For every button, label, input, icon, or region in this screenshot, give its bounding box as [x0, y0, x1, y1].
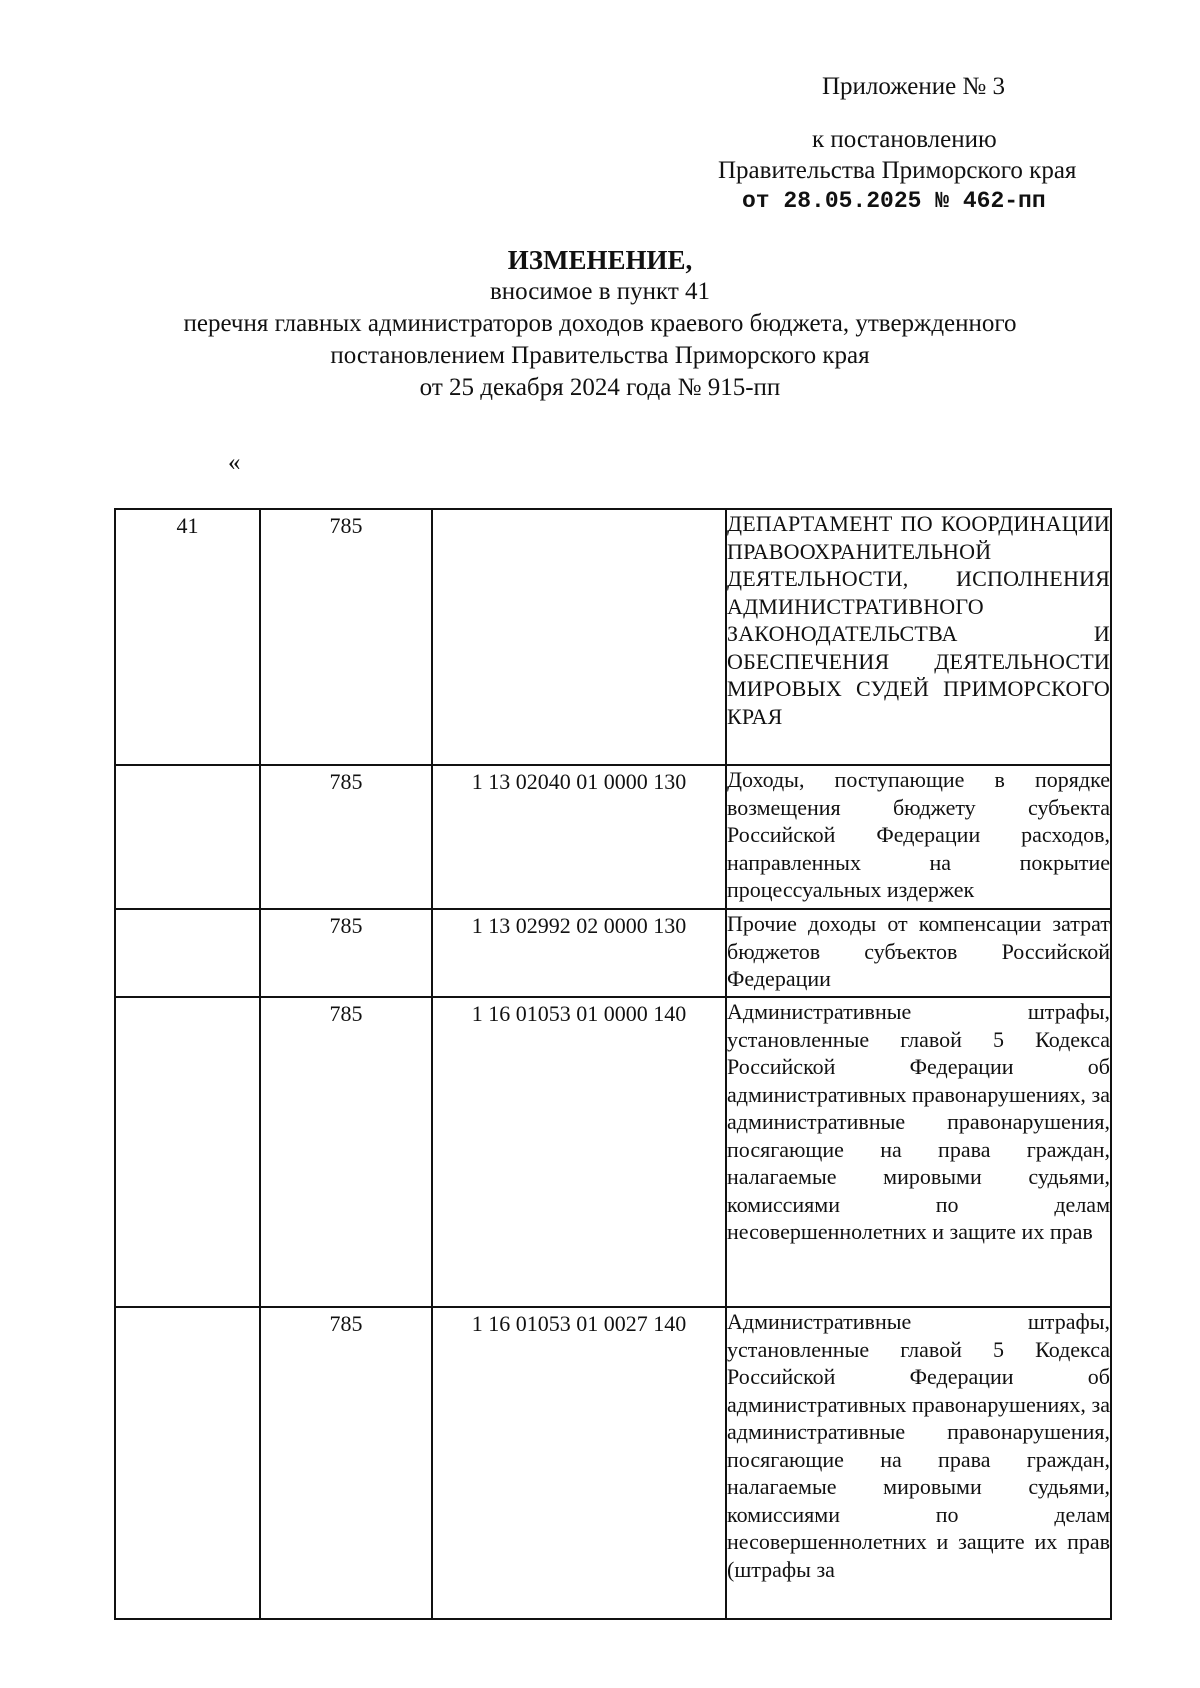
- description-text: Административные штрафы, установленные главой 5 Кодекса Российской Федерации об административных правонарушениях, за административные правонарушения, посягающие на права граждан, налагаемые мировыми судьями, комиссиями по делам несовершеннолетних и защите их прав (штрафы за: [727, 1309, 1110, 1582]
- description-cell: [726, 1307, 1111, 1619]
- document-title: [0, 244, 1200, 404]
- description-text: ДЕПАРТАМЕНТ ПО КООРДИНАЦИИ ПРАВООХРАНИТЕЛЬНОЙ ДЕЯТЕЛЬНОСТИ, ИСПОЛНЕНИЯ АДМИНИСТРАТИВНОГО ЗАКОНОДАТЕЛЬСТВА И ОБЕСПЕЧЕНИЯ ДЕЯТЕЛЬНОСТИ МИРОВЫХ СУДЕЙ ПРИМОРСКОГО КРАЯ: [727, 511, 1110, 729]
- admin-code-cell: 785: [260, 509, 432, 765]
- row-number-cell: [115, 1307, 260, 1619]
- to-decree-label: к постановлению: [812, 126, 997, 153]
- row-number-cell: 41: [115, 509, 260, 765]
- description-text: Административные штрафы, установленные главой 5 Кодекса Российской Федерации об административных правонарушениях, за административные правонарушения, посягающие на права граждан, налагаемые мировыми судьями, комиссиями по делам несовершеннолетних и защите их прав: [727, 999, 1110, 1244]
- row-number-cell: [115, 997, 260, 1307]
- row-number-cell: [115, 909, 260, 997]
- description-cell: [726, 765, 1111, 909]
- admin-code-cell: 785: [260, 909, 432, 997]
- table-row: [115, 997, 1111, 1307]
- table-row: [115, 765, 1111, 909]
- appendix-label: Приложение № 3: [822, 73, 1006, 100]
- description-text: Доходы, поступающие в порядке возмещения бюджету субъекта Российской Федерации расходов, направленных на покрытие процессуальных издержек: [727, 767, 1110, 902]
- description-cell: [726, 909, 1111, 997]
- table-row: [115, 909, 1111, 997]
- opening-quote: «: [228, 449, 241, 476]
- revenue-code-cell: [432, 509, 726, 765]
- description-cell: [726, 509, 1111, 765]
- description-cell: [726, 997, 1111, 1307]
- table-row: [115, 1307, 1111, 1619]
- title-line-3: постановлением Правительства Приморского края: [330, 342, 870, 369]
- revenue-code-cell: 1 16 01053 01 0000 140: [432, 997, 726, 1307]
- decree-number: от 28.05.2025 № 462-пп: [742, 188, 1046, 214]
- title-line-4: от 25 декабря 2024 года № 915-пп: [419, 374, 781, 401]
- admin-code-cell: 785: [260, 997, 432, 1307]
- title-line-1: вносимое в пункт 41: [489, 278, 711, 305]
- row-number-cell: [115, 765, 260, 909]
- revenue-code-cell: 1 16 01053 01 0027 140: [432, 1307, 726, 1619]
- admin-code-cell: 785: [260, 765, 432, 909]
- government-label: Правительства Приморского края: [718, 157, 1077, 184]
- revenue-administrators-table: [114, 508, 1112, 1620]
- table-row: [115, 509, 1111, 765]
- title-heading: ИЗМЕНЕНИЕ,: [507, 245, 693, 275]
- admin-code-cell: 785: [260, 1307, 432, 1619]
- description-text: Прочие доходы от компенсации затрат бюджетов субъектов Российской Федерации: [727, 911, 1110, 991]
- revenue-code-cell: 1 13 02992 02 0000 130: [432, 909, 726, 997]
- revenue-code-cell: 1 13 02040 01 0000 130: [432, 765, 726, 909]
- title-line-2: перечня главных администраторов доходов краевого бюджета, утвержденного: [183, 310, 1017, 337]
